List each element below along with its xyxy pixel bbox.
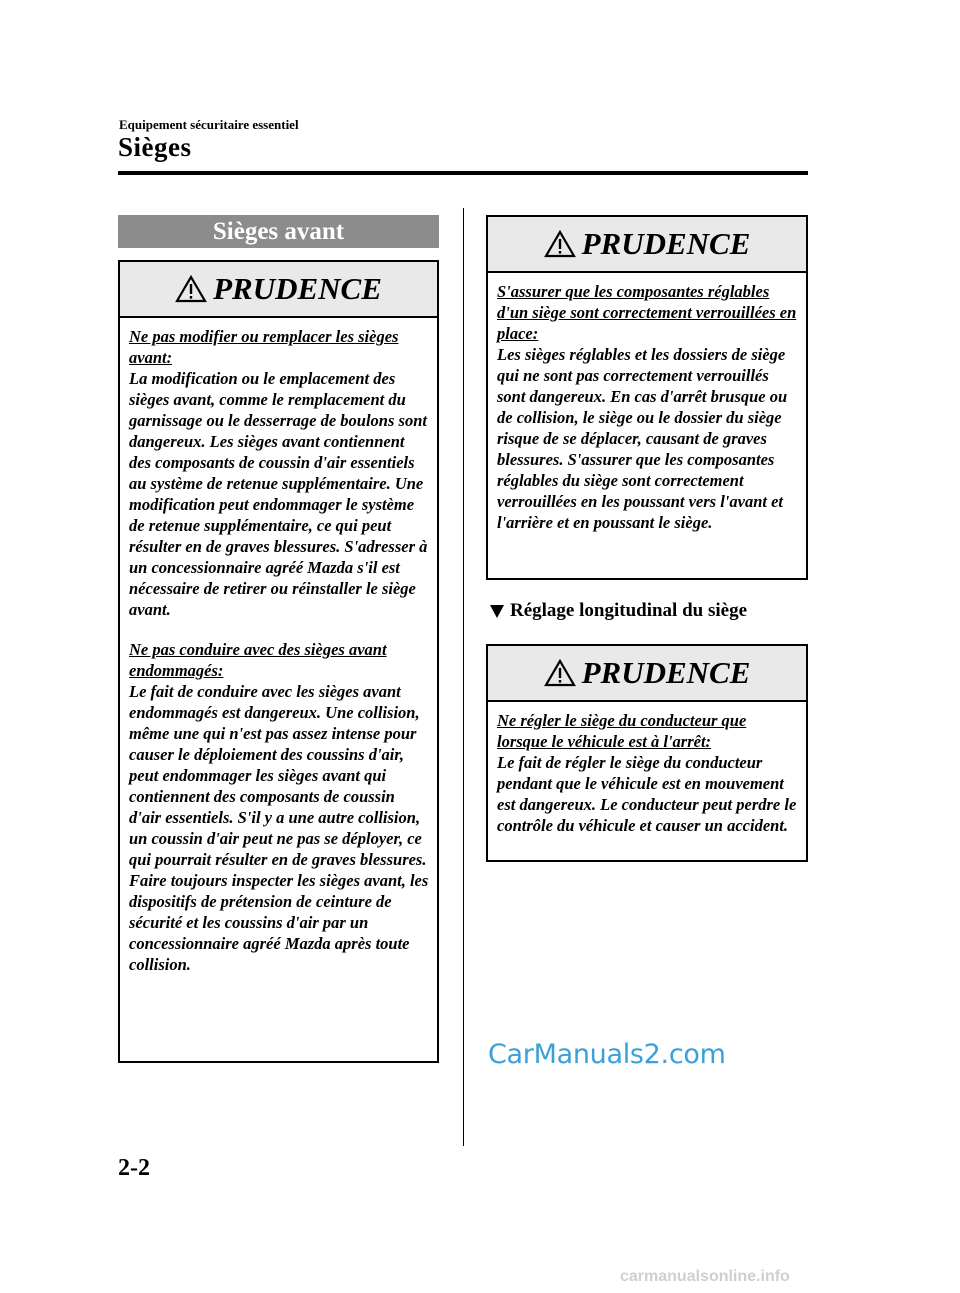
caution-box-front-seats (118, 260, 439, 1063)
page-title: Sièges (118, 132, 192, 162)
caution-title: PRUDENCE (581, 226, 751, 261)
caution-header (488, 217, 806, 273)
caution-text: Le fait de régler le siège du conducteur pendant que le véhicule est en mouvement est dangereux. Le conducteur peut perdre le contrôle du véhicule et causer un accident. (497, 753, 797, 835)
warning-triangle-icon (175, 275, 207, 303)
caution-text: Le fait de conduire avec les sièges avant endommagés est dangereux. Une collision, même une qui n'est pas assez intense pour causer le déploiement des coussins d'air, peut endommager les sièges avant qui contiennent des composants de coussin d'air essentiels. S'il y a une autre collision, un coussin d'air peut ne pas se déployer, ce qui pourrait résulter en de graves blessures. Faire toujours inspecter les sièges avant, les dispositifs de prétension de ceinture de sécurité et les coussins d'air par un concessionnaire agréé Mazda après toute collision. (129, 682, 429, 974)
chapter-subtitle: Equipement sécuritaire essentiel (119, 117, 299, 132)
caution-lead: S'assurer que les composantes réglables d'un siège sont correctement verrouillées en place: (497, 282, 797, 343)
caution-lead: Ne régler le siège du conducteur que lorsque le véhicule est à l'arrêt: (497, 711, 747, 751)
footer-watermark: carmanualsonline.info (620, 1268, 790, 1285)
warning-triangle-icon (544, 230, 576, 258)
caution-lead: Ne pas conduire avec des sièges avant endommagés: (129, 640, 387, 680)
header-divider (118, 171, 808, 175)
page-number: 2-2 (118, 1155, 150, 1181)
caution-body (488, 702, 806, 846)
caution-header (120, 262, 437, 318)
caution-body (488, 273, 806, 543)
column-divider (463, 208, 464, 1146)
warning-triangle-icon (544, 659, 576, 687)
triangle-bullet-icon (490, 605, 504, 618)
caution-header (488, 646, 806, 702)
caution-text: Les sièges réglables et les dossiers de siège qui ne sont pas correctement verrouillés sont dangereux. En cas d'arrêt brusque ou de collision, le siège ou le dossier du siège risque de se déplacer, causant de graves blessures. S'assurer que les composantes réglables du siège sont correctement verrouillées en les poussant vers l'avant et l'arrière et en poussant le siège. (497, 345, 788, 532)
caution-lead: Ne pas modifier ou remplacer les sièges avant: (129, 327, 399, 367)
caution-text: La modification ou le emplacement des sièges avant, comme le remplacement du garnissage ou le desserrage de boulons sont dangereux. Les sièges avant contiennent des composants de coussin d'air essentiels au système de retenue supplémentaire. Une modification peut endommager le système de retenue supplémentaire, ce qui peut résulter en de graves blessures. S'adresser à un concessionnaire agréé Mazda s'il est nécessaire de retirer ou réinstaller le siège avant. (129, 369, 428, 619)
caution-box-seat-lock (486, 215, 808, 580)
caution-title: PRUDENCE (213, 271, 382, 306)
section-banner: Sièges avant (118, 215, 439, 248)
caution-box-driver-seat (486, 644, 808, 862)
watermark-logo: CarManuals2.com (488, 1039, 726, 1070)
subsection-title: Réglage longitudinal du siège (510, 600, 747, 621)
subsection-heading (490, 600, 747, 622)
caution-body (120, 318, 437, 985)
caution-title: PRUDENCE (581, 655, 751, 690)
